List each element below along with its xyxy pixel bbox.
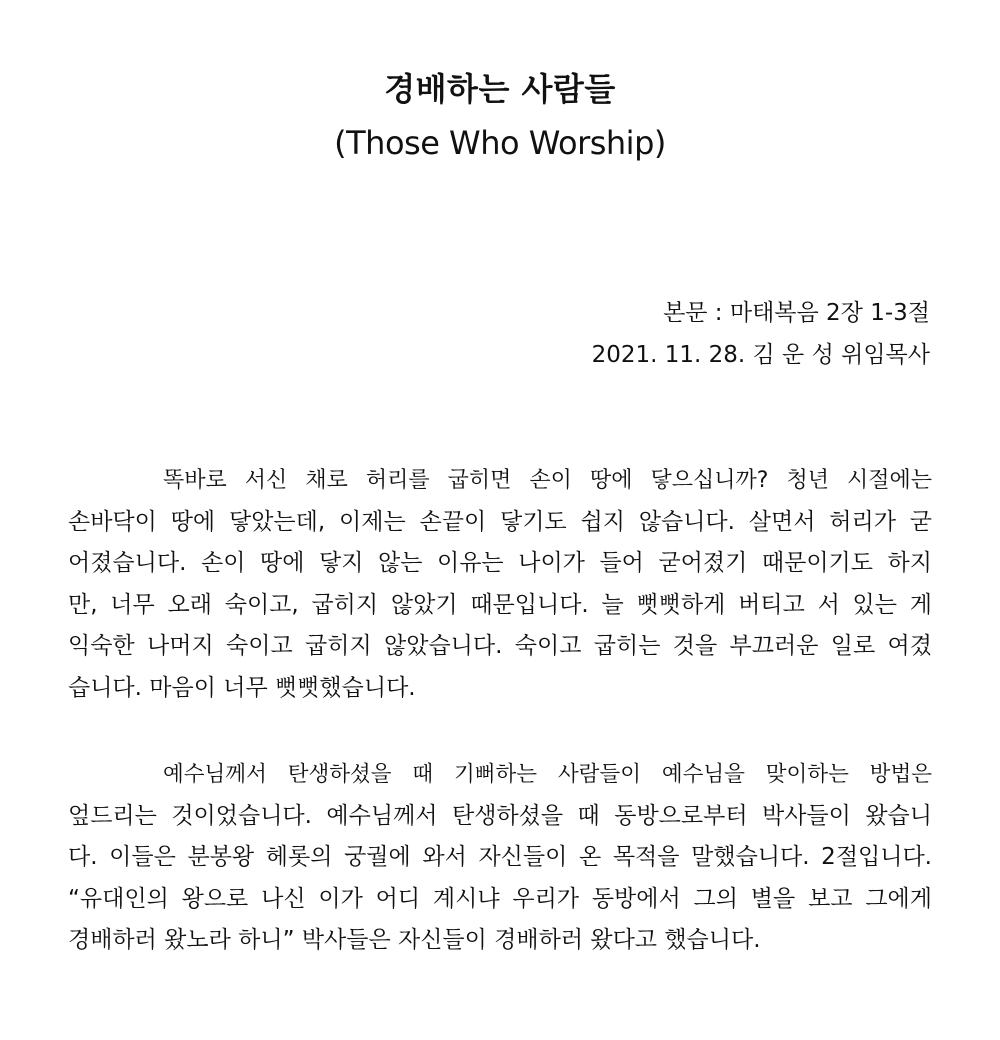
paragraph-line: 똑바로 서신 채로 허리를 굽히면 손이 땅에 닿으십니까? 청년 시절에는: [163, 468, 932, 493]
paragraph-line: 다. 이들은 분봉왕 헤롯의 궁궐에 와서 자신들이 온 목적을 말했습니다. 2절입니다.: [68, 844, 932, 870]
paragraph-line: “유대인의 왕으로 나신 이가 어디 계시냐 우리가 동방에서 그의 별을 보고 그에게: [68, 885, 932, 912]
paragraph-line: 엎드리는 것이었습니다. 예수님께서 탄생하셨을 때 동방으로부터 박사들이 왔습니: [68, 802, 932, 829]
sermon-subtitle: (Those Who Worship): [334, 124, 666, 162]
sermon-meta: [592, 292, 930, 376]
paragraph-line: 경배하러 왔노라 하니” 박사들은 자신들이 경배하러 왔다고 했습니다.: [68, 927, 761, 953]
paragraph-line: 익숙한 나머지 숙이고 굽히지 않았습니다. 숙이고 굽히는 것을 부끄러운 일로 여겼: [68, 633, 932, 659]
paragraph-line: 손바닥이 땅에 닿았는데, 이제는 손끝이 닿기도 쉽지 않습니다. 살면서 허리가 굳: [68, 508, 932, 535]
scripture-reference: 본문 : 마태복음 2장 1-3절: [663, 300, 930, 326]
paragraph-line: 만, 너무 오래 숙이고, 굽히지 않았기 때문입니다. 늘 뻣뻣하게 버티고 서 있는 게: [68, 591, 932, 618]
paragraph-line: 어졌습니다. 손이 땅에 닿지 않는 이유는 나이가 들어 굳어졌기 때문이기도 하지: [68, 550, 932, 576]
paragraph-2: [68, 754, 932, 962]
paragraph-1: [68, 460, 932, 709]
title-block: [0, 62, 1000, 170]
date-author: 2021. 11. 28. 김 운 성 위임목사: [591, 342, 930, 368]
paragraph-line: 예수님께서 탄생하셨을 때 기뻐하는 사람들이 예수님을 맞이하는 방법은: [163, 762, 932, 787]
sermon-title: 경배하는 사람들: [384, 70, 616, 108]
paragraph-line: 습니다. 마음이 너무 뻣뻣했습니다.: [68, 674, 416, 701]
